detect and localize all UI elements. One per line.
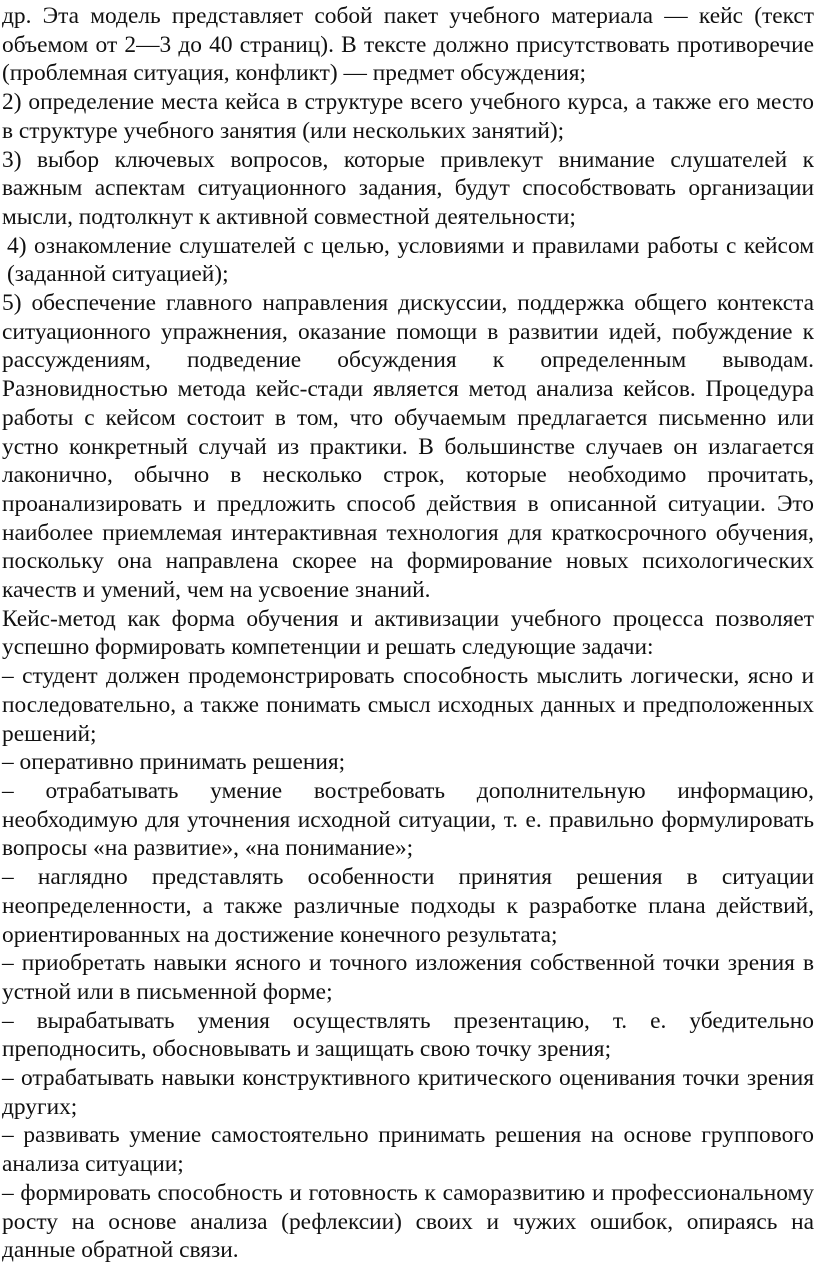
list-item-task-9: – формировать способность и готовность к саморазвитию и профессиональному росту на основе анализа (рефлексии) своих и чужих ошибок, опираясь на данные обратной связи. bbox=[2, 1179, 814, 1264]
paragraph-model-description: др. Эта модель представляет собой пакет учебного материала — кейс (текст объемом от 2—3 до 40 страниц). В тексте должно присутствовать противоречие (проблемная ситуация, конфликт) — предмет обсуждения; bbox=[2, 3, 814, 87]
list-item-task-5: – приобретать навыки ясного и точного изложения собственной точки зрения в устной или в письменной форме; bbox=[2, 950, 814, 1005]
paragraph-item-3: 3) выбор ключевых вопросов, которые привлекут внимание слушателей к важным аспектам ситуационного задания, будут способствовать организации мысли, подтолкнут к активной совместной деятельности; bbox=[2, 146, 814, 230]
list-item-task-7: – отрабатывать навыки конструктивного критического оценивания точки зрения других; bbox=[2, 1065, 814, 1120]
paragraph-item-2: 2) определение места кейса в структуре всего учебного курса, а также его место в структуре учебного занятия (или нескольких занятий); bbox=[2, 89, 814, 144]
list-item-task-8: – развивать умение самостоятельно принимать решения на основе группового анализа ситуации; bbox=[2, 1122, 814, 1178]
paragraph-item-5: 5) обеспечение главного направления дискуссии, поддержка общего контекста ситуационного упражнения, оказание помощи в развитии идей, побуждение к рассуждениям, подведение обсуждения к определенным выводам. Разновидностью метода кейс-стади является метод анализа кейсов. Процедура работы с кейсом состоит в том, что обучаемым предлагается письменно или устно конкретный случай из практики. В большинстве случаев он излагается лаконично, обычно в несколько строк, которые необходимо прочитать, проанализировать и предложить способ действия в описанной ситуации. Это наиболее приемлемая интерактивная технология для краткосрочного обучения, поскольку она направлена скорее на формирование новых психологических качеств и умений, чем на усвоение знаний. bbox=[2, 290, 814, 604]
list-item-task-2: – оперативно принимать решения; bbox=[2, 749, 346, 776]
paragraph-item-4: 4) ознакомление слушателей с целью, условиями и правилами работы с кейсом (заданной ситуацией); bbox=[7, 232, 814, 288]
list-item-task-6: – вырабатывать умения осуществлять презентацию, т. е. убедительно преподносить, обосновывать и защищать свою точку зрения; bbox=[2, 1007, 814, 1063]
paragraph-case-method-intro: Кейс-метод как форма обучения и активизации учебного процесса позволяет успешно формировать компетенции и решать следующие задачи: bbox=[2, 605, 814, 661]
list-item-task-4: – наглядно представлять особенности принятия решения в ситуации неопределенности, а также различные подходы к разработке плана действий, ориентированных на достижение конечного результата; bbox=[2, 864, 814, 948]
list-item-task-1: – студент должен продемонстрировать способность мыслить логически, ясно и последовательно, а также понимать смысл исходных данных и предположенных решений; bbox=[2, 663, 814, 747]
list-item-task-3: – отрабатывать умение востребовать дополнительную информацию, необходимую для уточнения исходной ситуации, т. е. правильно формулировать вопросы «на развитие», «на понимание»; bbox=[2, 777, 814, 862]
